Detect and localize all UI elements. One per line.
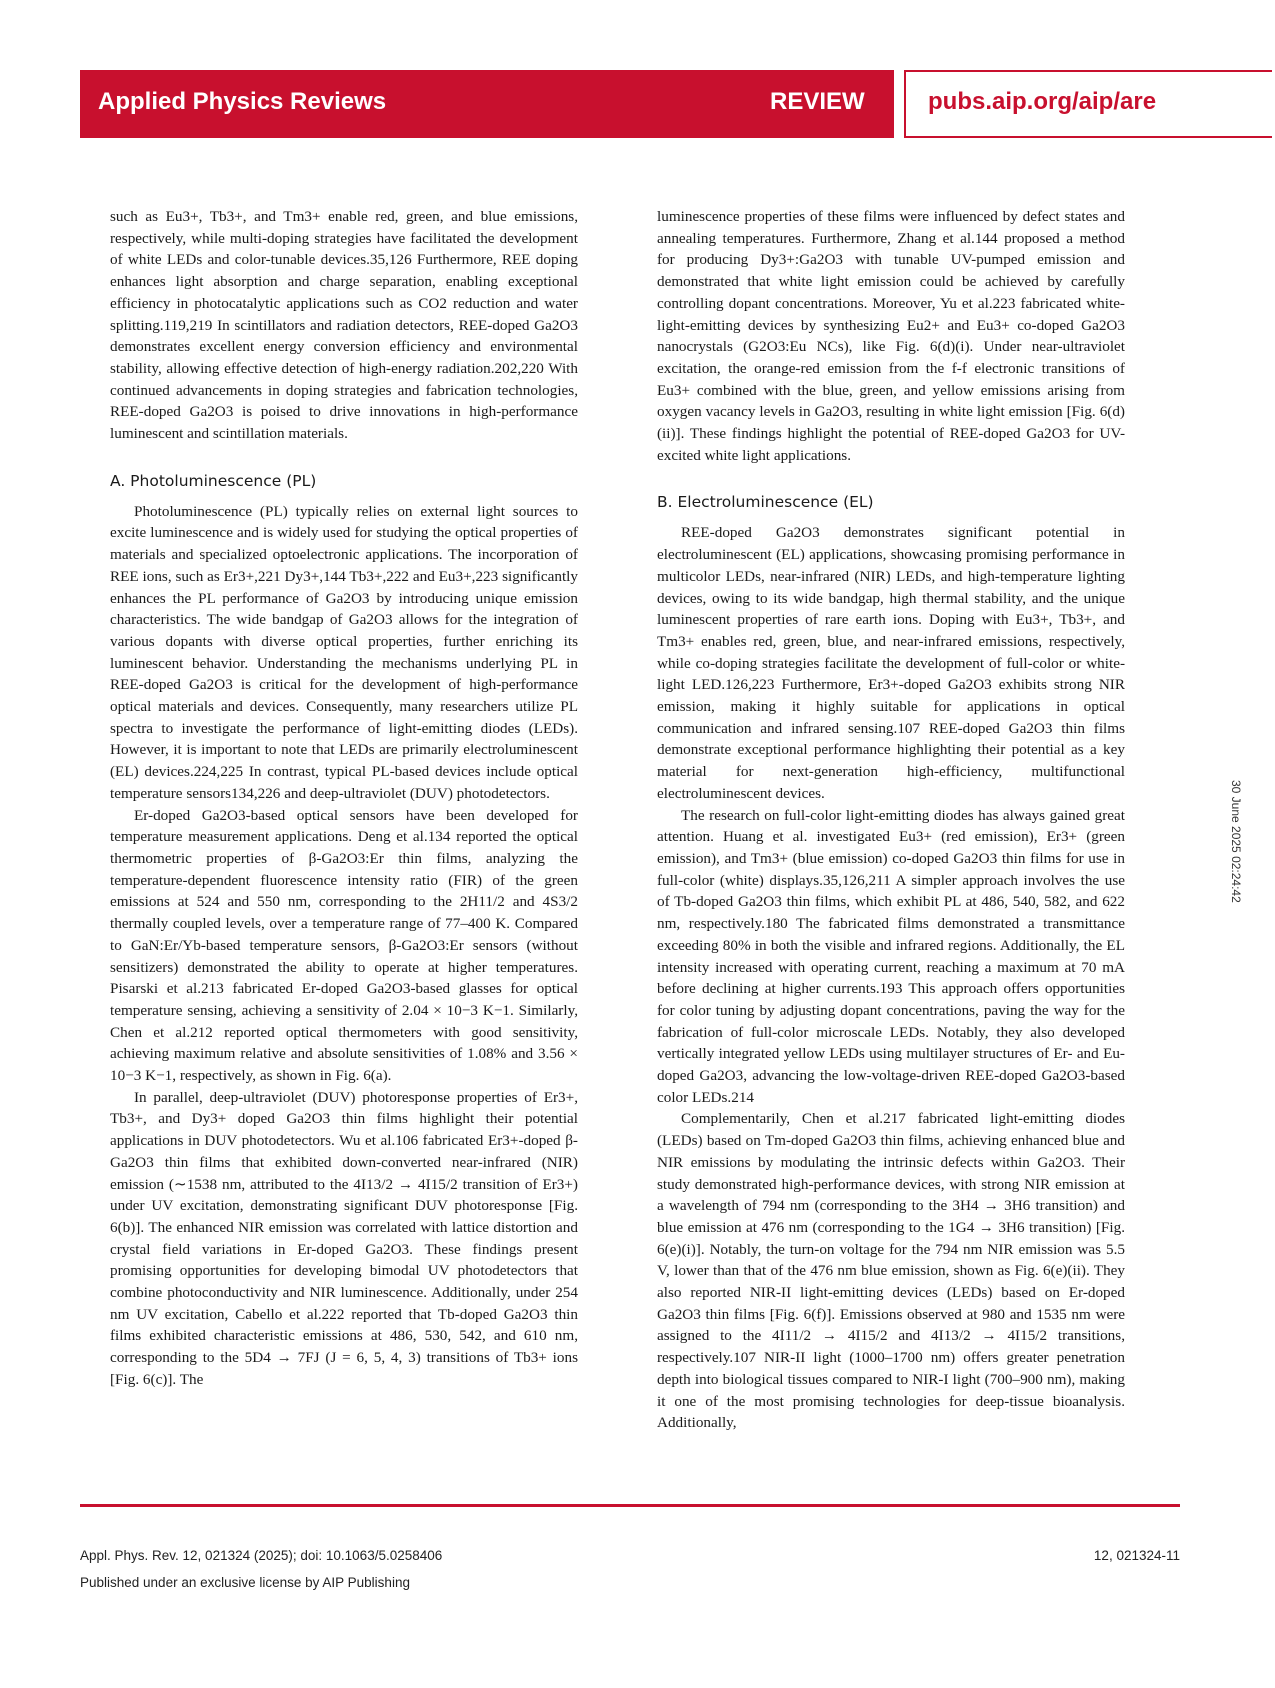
section-heading-electroluminescence: B. Electroluminescence (EL) [657,493,874,512]
el-paragraph-1: REE-doped Ga2O3 demonstrates significant potential in electroluminescent (EL) applications, showcasing promising performance in multicolor LEDs, near-infrared (NIR) LEDs, and high-temperature lighting devices, owing to its wide bandgap, high thermal stability, and the unique luminescent properties of rare earth ions. Doping with Eu3+, Tb3+, and Tm3+ enables red, green, blue, and near-infrared emissions, respectively, while co-doping strategies facilitate the development of full-color or white-light LED.126,223 Furthermore, Er3+-doped Ga2O3 exhibits strong NIR emission, making it highly suitable for applications in optical communication and infrared sensing.107 REE-doped Ga2O3 thin films demonstrate exceptional performance highlighting their potential as a key material for next-generation high-efficiency, multifunctional electroluminescent devices. [657,524,1125,802]
journal-url[interactable]: pubs.aip.org/aip/are [928,88,1157,115]
right-column [657,206,1125,1434]
intro-paragraph: such as Eu3+, Tb3+, and Tm3+ enable red, green, and blue emissions, respectively, while multi-doping strategies have facilitated the development of white LEDs and color-tunable devices.35,126 Furthermore, REE doping enhances light absorption and charge separation, enabling exceptional efficiency in photocatalytic applications such as CO2 reduction and water splitting.119,219 In scintillators and radiation detectors, REE-doped Ga2O3 demonstrates excellent energy conversion efficiency and environmental stability, allowing effective detection of high-energy radiation.202,220 With continued advancements in doping strategies and fabrication technologies, REE-doped Ga2O3 is poised to drive innovations in high-performance luminescent and scintillation materials. [110,208,578,443]
journal-header [80,70,1275,138]
el-paragraph-2: The research on full-color light-emitting diodes has always gained great attention. Huang et al. investigated Eu3+ (red emission), Er3+ (green emission), and Tm3+ (blue emission) co-doped Ga2O3 thin films for use in full-color (white) displays.35,126,211 A simpler approach involves the use of Tb-doped Ga2O3 thin films, which exhibit PL at 486, 540, 582, and 622 nm, respectively.180 The fabricated films demonstrated a transmittance exceeding 80% in both the visible and infrared regions. Additionally, the EL intensity increased with operating current, reaching a maximum at 70 mA before declining at higher currents.193 This approach offers opportunities for color tuning by adjusting dopant concentrations, paving the way for the fabrication of full-color microscale LEDs. Notably, they also developed vertically integrated yellow LEDs using multilayer structures of Er- and Eu-doped Ga2O3, advancing the low-voltage-driven REE-doped Ga2O3-based color LEDs.214 [657,806,1125,1106]
footer-rule [80,1504,1180,1507]
pl-paragraph-2: Er-doped Ga2O3-based optical sensors have been developed for temperature measurement applications. Deng et al.134 reported the optical thermometric properties of β-Ga2O3:Er thin films, analyzing the temperature-dependent fluorescence intensity ratio (FIR) of the green emissions at 524 and 550 nm, corresponding to the 2H11/2 and 4S3/2 thermally coupled levels, over a temperature range of 77–400 K. Compared to GaN:Er/Yb-based temperature sensors, β-Ga2O3:Er sensors (without sensitizers) demonstrated the ability to operate at higher temperatures. Pisarski et al.213 fabricated Er-doped Ga2O3-based glasses for optical temperature sensing, achieving a sensitivity of 2.04 × 10−3 K−1. Similarly, Chen et al.212 reported optical thermometers with good sensitivity, achieving maximum relative and absolute sensitivities of 1.08% and 3.56 × 10−3 K−1, respectively, as shown in Fig. 6(a). [110,806,578,1085]
footer-license: Published under an exclusive license by AIP Publishing [80,1575,410,1590]
footer-citation: Appl. Phys. Rev. 12, 021324 (2025); doi: 10.1063/5.0258406 [80,1548,443,1563]
section-heading-photoluminescence: A. Photoluminescence (PL) [110,471,317,490]
journal-title: Applied Physics Reviews [98,88,387,115]
el-paragraph-3: Complementarily, Chen et al.217 fabricated light-emitting diodes (LEDs) based on Tm-doped Ga2O3 thin films, achieving enhanced blue and NIR emissions by modulating the intrinsic defects within Ga2O3. Their study demonstrated high-performance devices, with strong NIR emission at a wavelength of 794 nm (corresponding to the 3H4 → 3H6 transition) and blue emission at 476 nm (corresponding to the 1G4 → 3H6 transition) [Fig. 6(e)(i)]. Notably, the turn-on voltage for the 794 nm NIR emission was 5.5 V, lower than that of the 476 nm blue emission, shown as Fig. 6(e)(ii). They also reported NIR-II light-emitting devices (LEDs) based on Er-doped Ga2O3 thin films [Fig. 6(f)]. Emissions observed at 980 and 1535 nm were assigned to the 4I11/2 → 4I15/2 and 4I13/2 → 4I15/2 transitions, respectively.107 NIR-II light (1000–1700 nm) offers greater penetration depth into biological tissues compared to NIR-I light (700–900 nm), making it one of the most promising technologies for deep-tissue bioanalysis. Additionally, [657,1110,1125,1432]
url-box[interactable] [904,70,1272,138]
footer-page-number: 12, 021324-11 [1093,1548,1180,1563]
download-timestamp: 30 June 2025 02:24:42 [1229,780,1243,903]
header-band [80,70,894,138]
pl-paragraph-3: In parallel, deep-ultraviolet (DUV) photoresponse properties of Er3+, Tb3+, and Dy3+ doped Ga2O3 thin films highlight their potential applications in DUV photodetectors. Wu et al.106 fabricated Er3+-doped β-Ga2O3 thin films that exhibited down-converted near-infrared (NIR) emission (∼1538 nm, attributed to the 4I13/2 → 4I15/2 transition of Er3+) under UV excitation, demonstrating significant DUV photoresponse [Fig. 6(b)]. The enhanced NIR emission was correlated with lattice distortion and crystal field variations in Er-doped Ga2O3. These findings present promising opportunities for developing bimodal UV photodetectors that combine photoconductivity and NIR luminescence. Additionally, under 254 nm UV excitation, Cabello et al.222 reported that Tb-doped Ga2O3 thin films exhibited characteristic emissions at 486, 530, 542, and 610 nm, corresponding to the 5D4 → 7FJ (J = 6, 5, 4, 3) transitions of Tb3+ ions [Fig. 6(c)]. The [110,1088,578,1388]
left-column [110,206,578,1391]
continued-paragraph: luminescence properties of these films were influenced by defect states and annealing temperatures. Furthermore, Zhang et al.144 proposed a method for producing Dy3+:Ga2O3 with tunable UV-pumped emission and demonstrated that white light emission could be achieved by carefully controlling dopant concentrations. Moreover, Yu et al.223 fabricated white-light-emitting devices by synthesizing Eu2+ and Eu3+ co-doped Ga2O3 nanocrystals (G2O3:Eu NCs), like Fig. 6(d)(i). Under near-ultraviolet excitation, the orange-red emission from the f-f electronic transitions of Eu3+ combined with the blue, green, and yellow emissions arising from oxygen vacancy levels in Ga2O3, resulting in white light emission [Fig. 6(d)(ii)]. These findings highlight the potential of REE-doped Ga2O3 for UV-excited white light applications. [657,208,1125,464]
section-label: REVIEW [770,88,865,115]
pl-paragraph-1: Photoluminescence (PL) typically relies on external light sources to excite luminescence and is widely used for studying the optical properties of materials and specialized optoelectronic applications. The incorporation of REE ions, such as Er3+,221 Dy3+,144 Tb3+,222 and Eu3+,223 significantly enhances the PL performance of Ga2O3 by introducing unique emission characteristics. The wide bandgap of Ga2O3 allows for the integration of various dopants with diverse optical properties, further enriching its luminescent behavior. Understanding the mechanisms underlying PL in REE-doped Ga2O3 is critical for the development of high-performance optical materials and devices. Consequently, many researchers utilize PL spectra to investigate the performance of light-emitting diodes (LEDs). However, it is important to note that LEDs are primarily electroluminescent (EL) devices.224,225 In contrast, typical PL-based devices include optical temperature sensors134,226 and deep-ultraviolet (DUV) photodetectors. [110,502,578,802]
